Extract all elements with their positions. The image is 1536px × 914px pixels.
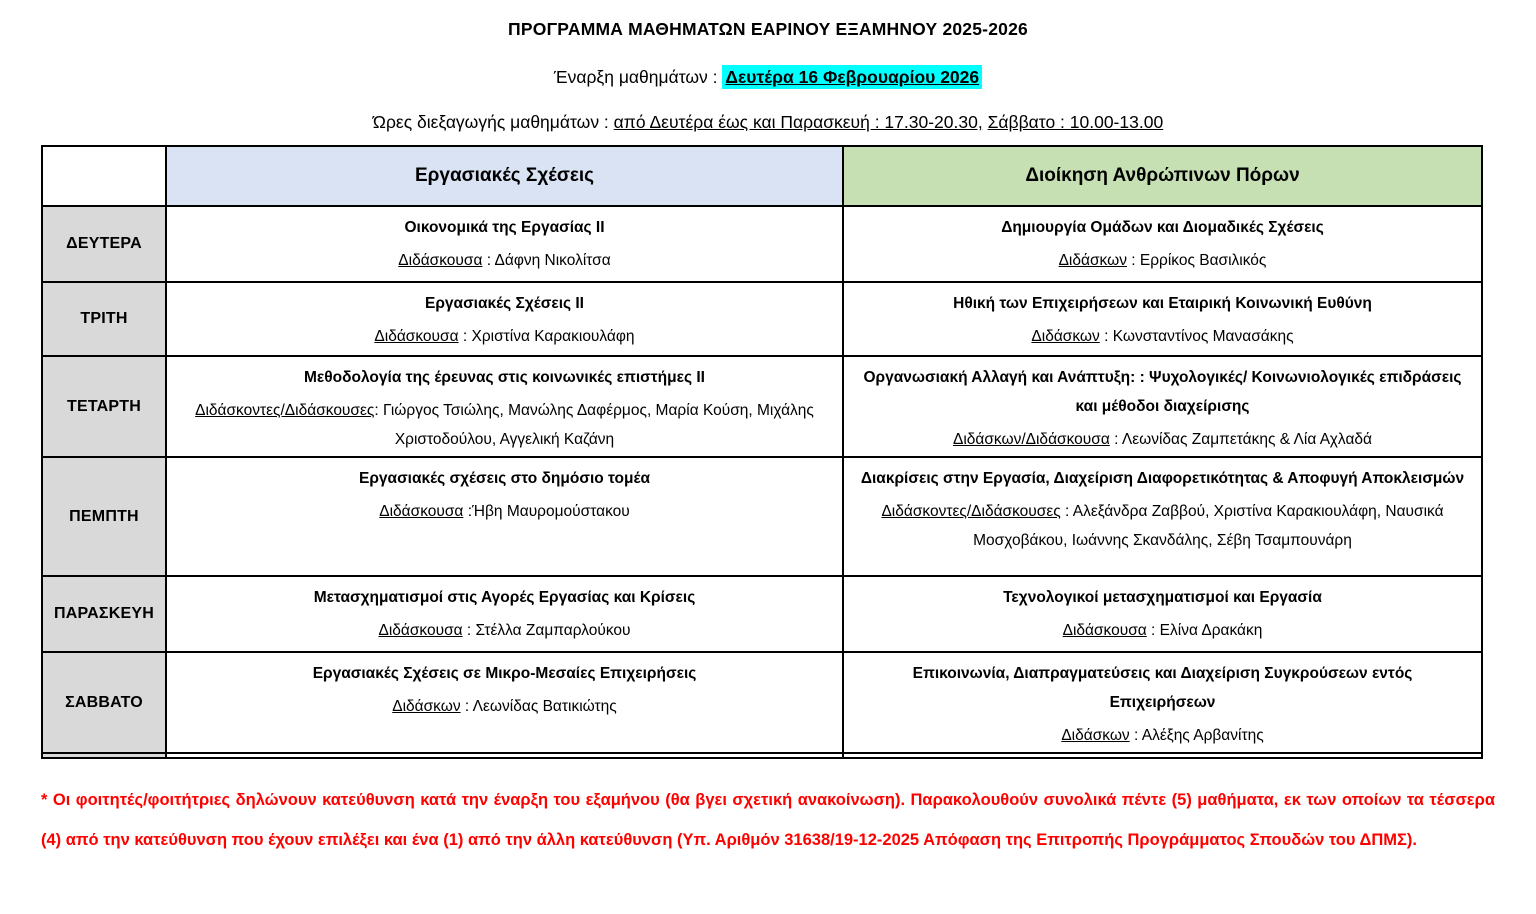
course-cell xyxy=(166,206,843,282)
instructor-label: Διδάσκων xyxy=(392,698,461,715)
course-cell xyxy=(166,457,843,576)
instructor-label: Διδάσκων/Διδάσκουσα xyxy=(952,431,1110,448)
table-header-row xyxy=(42,146,1482,206)
instructor-names: : Ερρίκος Βασιλικός xyxy=(1126,252,1267,269)
start-date-label: Έναρξη μαθημάτων : xyxy=(553,67,718,87)
start-date-line xyxy=(0,67,1536,88)
instructor-label: Διδάσκων xyxy=(1058,252,1127,269)
instructor-names: : Αλέξης Αρβανίτης xyxy=(1129,727,1264,744)
instructor-line xyxy=(181,616,828,645)
instructor-names: : Δάφνη Νικολίτσα xyxy=(482,252,611,269)
day-cell: ΤΡΙΤΗ xyxy=(42,282,166,356)
instructor-line xyxy=(858,425,1467,454)
instructor-line xyxy=(858,322,1467,351)
course-title: Εργασιακές Σχέσεις σε Μικρο-Μεσαίες Επιχειρήσεις xyxy=(312,665,697,682)
start-date-value: Δευτέρα 16 Φεβρουαρίου 2026 xyxy=(722,65,982,89)
course-title: Εργασιακές Σχέσεις ΙΙ xyxy=(425,295,584,312)
instructor-line xyxy=(858,497,1467,555)
course-cell xyxy=(843,576,1482,652)
class-hours-line xyxy=(0,112,1536,133)
instructor-label: Διδάσκουσα xyxy=(374,328,459,345)
instructor-label: Διδάσκοντες/Διδάσκουσες xyxy=(881,503,1061,520)
table-row xyxy=(42,652,1482,753)
table-row xyxy=(42,356,1482,457)
document-header xyxy=(0,0,1536,133)
instructor-names: : Λεωνίδας Βατικιώτης xyxy=(460,698,617,715)
course-cell xyxy=(166,356,843,457)
instructor-names: : Κωνσταντίνος Μανασάκης xyxy=(1099,328,1294,345)
course-cell xyxy=(166,652,843,753)
course-cell xyxy=(166,282,843,356)
course-cell xyxy=(843,652,1482,753)
table-row xyxy=(42,576,1482,652)
course-cell xyxy=(843,753,1482,758)
instructor-names: : Γιώργος Τσιώλης, Μανώλης Δαφέρμος, Μαρία Κούση, Μιχάλης Χριστοδούλου, Αγγελική Καζάνη xyxy=(374,402,814,448)
day-cell: ΠΑΡΑΣΚΕΥΗ xyxy=(42,576,166,652)
course-title: Οικονομικά της Εργασίας ΙΙ xyxy=(404,219,605,236)
course-cell xyxy=(843,356,1482,457)
instructor-names: : Χριστίνα Καρακιουλάφη xyxy=(458,328,635,345)
instructor-line xyxy=(181,396,828,454)
course-title: Ηθική των Επιχειρήσεων και Εταιρική Κοινωνική Ευθύνη xyxy=(953,295,1372,312)
instructor-names: :Ήβη Μαυρομούστακου xyxy=(463,503,630,520)
day-cell: ΔΕΥΤΕΡΑ xyxy=(42,206,166,282)
table-row xyxy=(42,206,1482,282)
course-title: Εργασιακές σχέσεις στο δημόσιο τομέα xyxy=(359,470,650,487)
course-title: Μεθοδολογία της έρευνας στις κοινωνικές επιστήμες ΙΙ xyxy=(304,369,705,386)
course-title: Δημιουργία Ομάδων και Διομαδικές Σχέσεις xyxy=(1001,219,1324,236)
course-title: Τεχνολογικοί μετασχηματισμοί και Εργασία xyxy=(1003,589,1322,606)
class-hours-saturday: Σάββατο : 10.00-13.00 xyxy=(987,112,1164,132)
course-cell xyxy=(166,576,843,652)
day-cell xyxy=(42,753,166,758)
clipped-partial-row xyxy=(42,753,1482,758)
instructor-line xyxy=(181,322,828,351)
table-row xyxy=(42,457,1482,576)
day-cell: ΣΑΒΒΑΤΟ xyxy=(42,652,166,753)
instructor-line xyxy=(858,721,1467,750)
instructor-label: Διδάσκων xyxy=(1031,328,1100,345)
course-cell xyxy=(166,753,843,758)
instructor-label: Διδάσκων xyxy=(1061,727,1130,744)
instructor-line xyxy=(181,497,828,526)
instructor-line xyxy=(181,692,828,721)
instructor-names: : Αλεξάνδρα Ζαββού, Χριστίνα Καρακιουλάφη, Ναυσικά Μοσχοβάκου, Ιωάννης Σκανδάλης, Σέβη Τσαμπουνάρη xyxy=(973,503,1444,549)
column-header-labor-relations: Εργασιακές Σχέσεις xyxy=(166,146,843,206)
course-title: Οργανωσιακή Αλλαγή και Ανάπτυξη: : Ψυχολογικές/ Κοινωνιολογικές επιδράσεις και μέθοδοι διαχείρισης xyxy=(863,369,1462,415)
page-title: ΠΡΟΓΡΑΜΜΑ ΜΑΘΗΜΑΤΩΝ ΕΑΡΙΝΟΥ ΕΞΑΜΗΝΟΥ 2025-2026 xyxy=(508,19,1028,39)
course-cell xyxy=(843,206,1482,282)
instructor-names: : Λεωνίδας Ζαμπετάκης & Λία Αχλαδά xyxy=(1109,431,1373,448)
course-title: Επικοινωνία, Διαπραγματεύσεις και Διαχείριση Συγκρούσεων εντός Επιχειρήσεων xyxy=(912,665,1413,711)
instructor-line xyxy=(858,246,1467,275)
instructor-names: : Ελίνα Δρακάκη xyxy=(1146,622,1263,639)
instructor-label: Διδάσκουσα xyxy=(398,252,483,269)
instructor-label: Διδάσκουσα xyxy=(378,622,463,639)
table-row xyxy=(42,282,1482,356)
instructor-label: Διδάσκοντες/Διδάσκουσες xyxy=(195,402,375,419)
class-hours-label: Ώρες διεξαγωγής μαθημάτων : xyxy=(372,112,609,132)
instructor-names: : Στέλλα Ζαμπαρλούκου xyxy=(462,622,631,639)
column-header-hr-management: Διοίκηση Ανθρώπινων Πόρων xyxy=(843,146,1482,206)
instructor-line xyxy=(181,246,828,275)
class-hours-weekdays: από Δευτέρα έως και Παρασκευή : 17.30-20.30, xyxy=(613,112,983,132)
instructor-line xyxy=(858,616,1467,645)
corner-cell xyxy=(42,146,166,206)
day-cell: ΤΕΤΑΡΤΗ xyxy=(42,356,166,457)
course-title: Διακρίσεις στην Εργασία, Διαχείριση Διαφορετικότητας & Αποφυγή Αποκλεισμών xyxy=(860,470,1465,487)
instructor-label: Διδάσκουσα xyxy=(1062,622,1147,639)
direction-selection-footnote: * Οι φοιτητές/φοιτήτριες δηλώνουν κατεύθυνση κατά την έναρξη του εξαμήνου (θα βγει σχετική ανακοίνωση). Παρακολουθούν συνολικά πέντε (5) μαθήματα, εκ των οποίων τα τέσσερα (4) από την κατεύθυνση που έχουν επιλέξει και ένα (1) από την άλλη κατεύθυνση (Υπ. Αριθμόν 31638/19-12-2025 Απόφαση της Επιτροπής Προγράμματος Σπουδών του ΔΠΜΣ). xyxy=(41,791,1495,849)
day-cell: ΠΕΜΠΤΗ xyxy=(42,457,166,576)
course-cell xyxy=(843,282,1482,356)
instructor-label: Διδάσκουσα xyxy=(379,503,464,520)
course-title: Μετασχηματισμοί στις Αγορές Εργασίας και Κρίσεις xyxy=(313,589,696,606)
course-cell xyxy=(843,457,1482,576)
course-schedule-table xyxy=(41,145,1483,759)
